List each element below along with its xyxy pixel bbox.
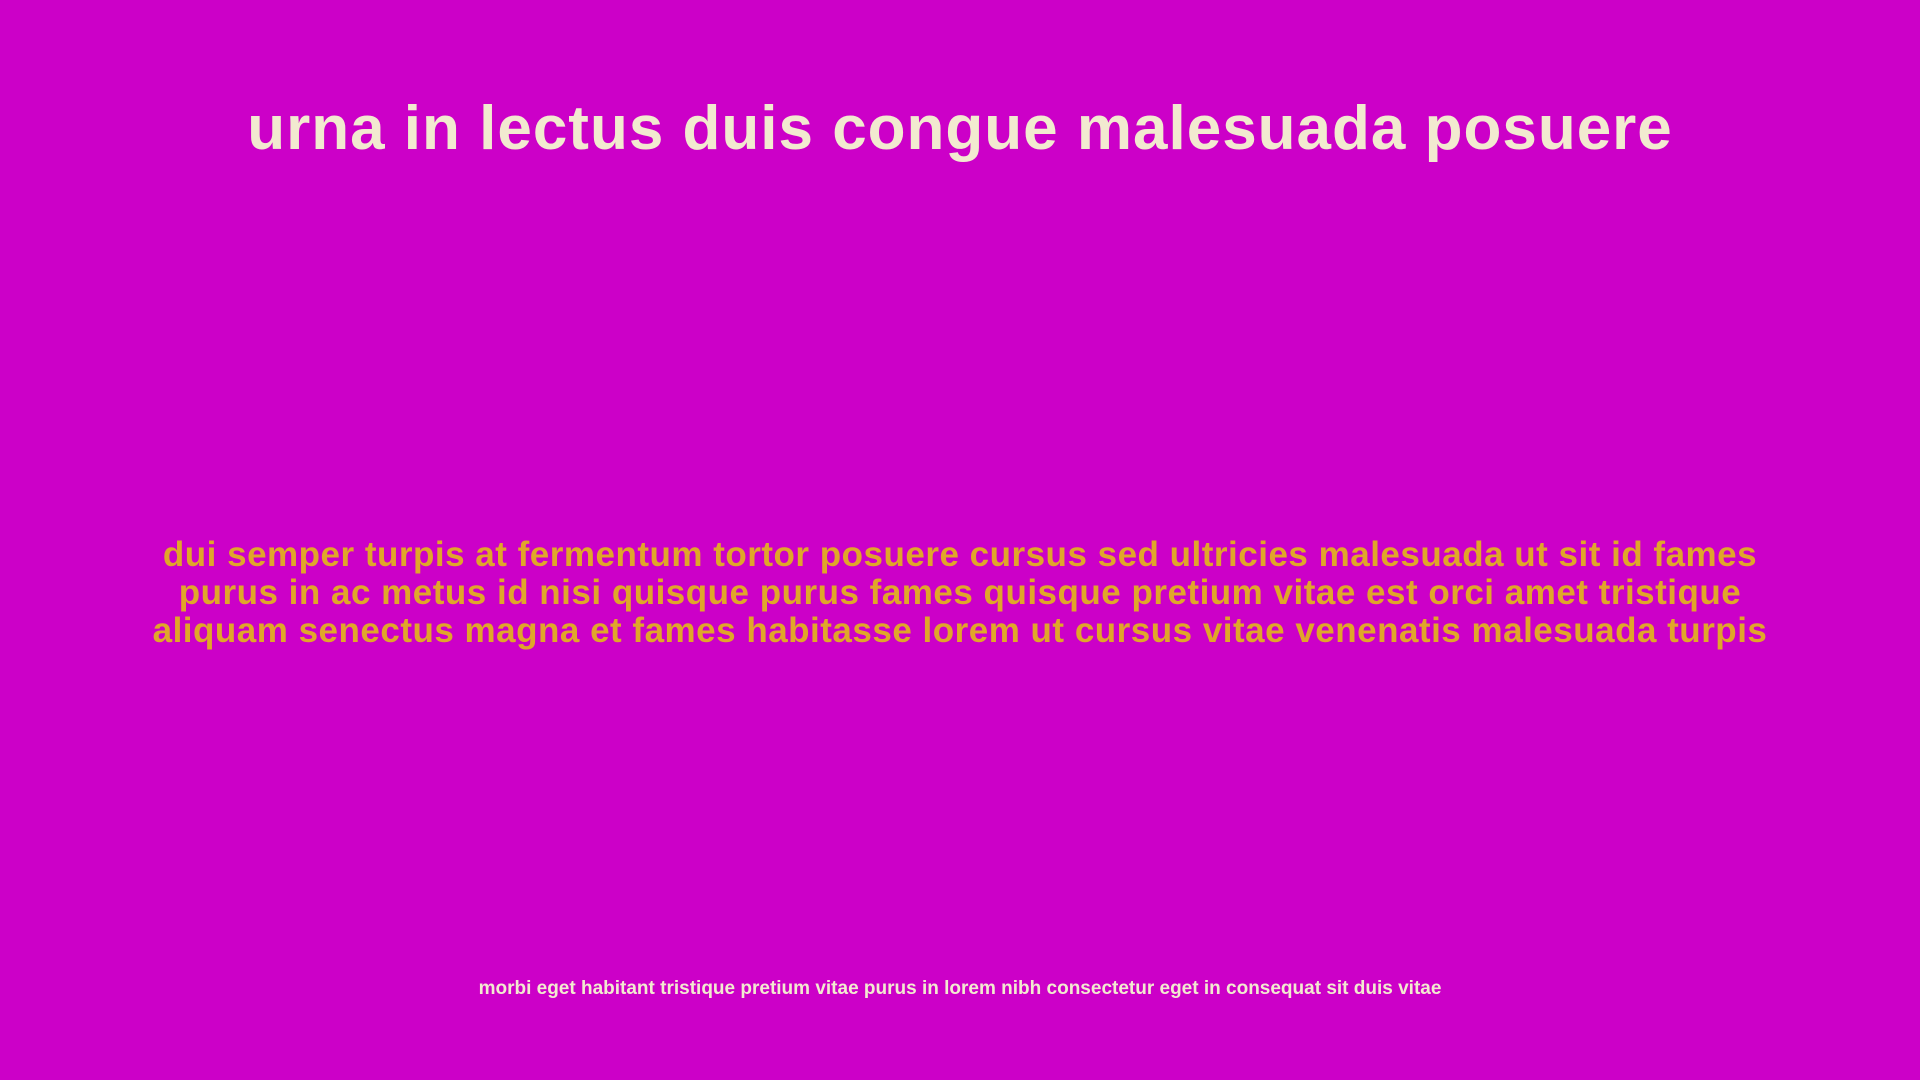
body-line: dui semper turpis at fermentum tortor posuere cursus sed ultricies malesuada ut sit id fames [162,535,1758,574]
slide-title: urna in lectus duis congue malesuada posuere [247,94,1673,163]
body-line: purus in ac metus id nisi quisque purus fames quisque pretium vitae est orci amet tristique [178,573,1742,612]
slide-footer: morbi eget habitant tristique pretium vitae purus in lorem nibh consectetur eget in consequat sit duis vitae [478,978,1442,999]
body-line: aliquam senectus magna et fames habitasse lorem ut cursus vitae venenatis malesuada turpis [152,611,1768,650]
slide-body [40,536,1880,650]
